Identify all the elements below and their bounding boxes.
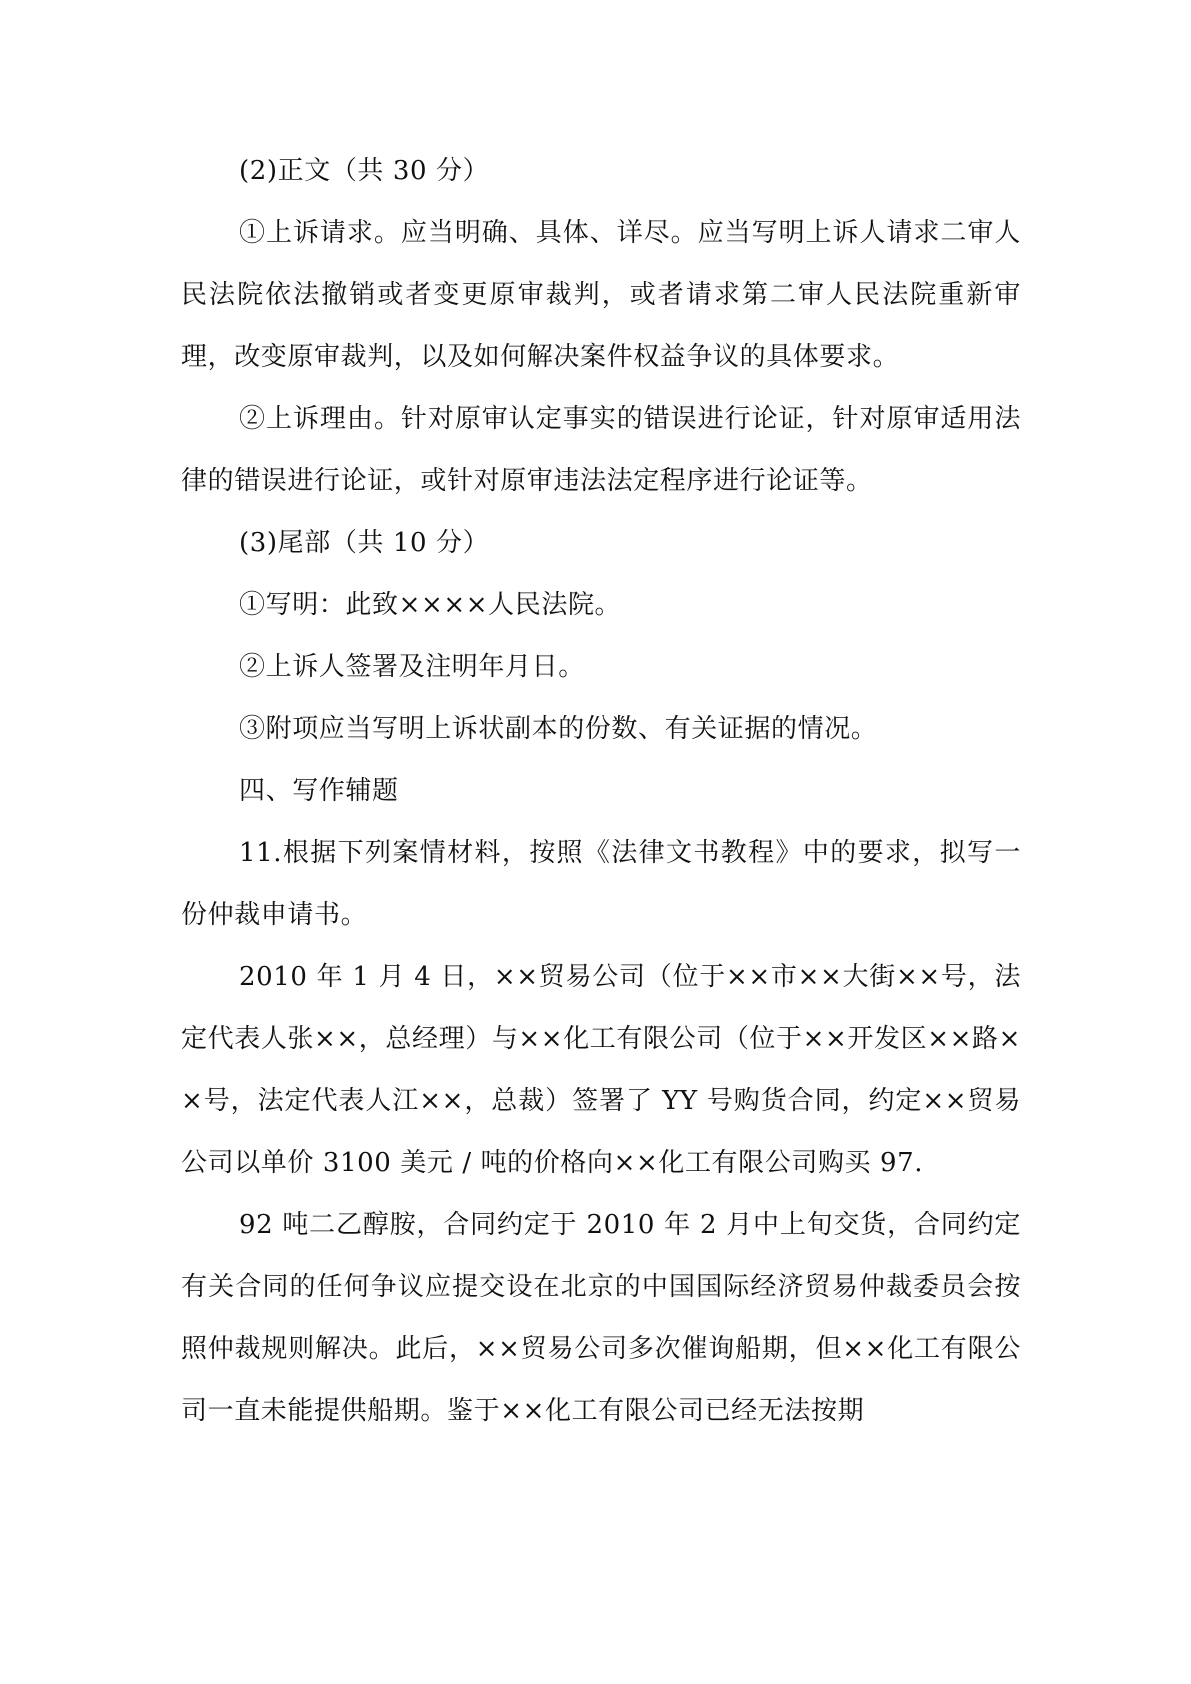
paragraph-appeal-reason: ②上诉理由。针对原审认定事实的错误进行论证，针对原审适用法律的错误进行论证，或针对原审违法法定程序进行论证等。 [181,404,1021,496]
paragraph-appeal-request: ①上诉请求。应当明确、具体、详尽。应当写明上诉人请求二审人民法院依法撤销或者变更原审裁判，或者请求第二审人民法院重新审理，改变原审裁判，以及如何解决案件权益争议的具体要求。 [181,218,1021,372]
paragraph-signature: ②上诉人签署及注明年月日。 [239,652,585,682]
paragraph-question-11: 11.根据下列案情材料，按照《法律文书教程》中的要求，拟写一份仲裁申请书。 [181,838,1021,930]
paragraph-case-facts-2: 92 吨二乙醇胺，合同约定于 2010 年 2 月中上旬交货，合同约定有关合同的任何争议应提交设在北京的中国国际经济贸易仲裁委员会按照仲裁规则解决。此后，××贸易公司多次催询船期，但××化工有限公司一直未能提供船期。鉴于××化工有限公司已经无法按期 [181,1210,1021,1426]
document-body [181,140,1021,1442]
paragraph-addressee: ①写明：此致××××人民法院。 [239,590,622,620]
section-heading-writing: 四、写作辅题 [239,776,399,806]
paragraph-body-heading: (2)正文（共 30 分） [239,156,490,186]
paragraph-attachments: ③附项应当写明上诉状副本的份数、有关证据的情况。 [239,714,878,744]
paragraph-tail-heading: (3)尾部（共 10 分） [239,528,490,558]
paragraph-case-facts-1: 2010 年 1 月 4 日，××贸易公司（位于××市××大街××号，法定代表人张××，总经理）与××化工有限公司（位于××开发区××路××号，法定代表人江××，总裁）签署了 YY 号购货合同，约定××贸易公司以单价 3100 美元 / 吨的价格向××化工有限公司购买 97. [181,962,1021,1178]
